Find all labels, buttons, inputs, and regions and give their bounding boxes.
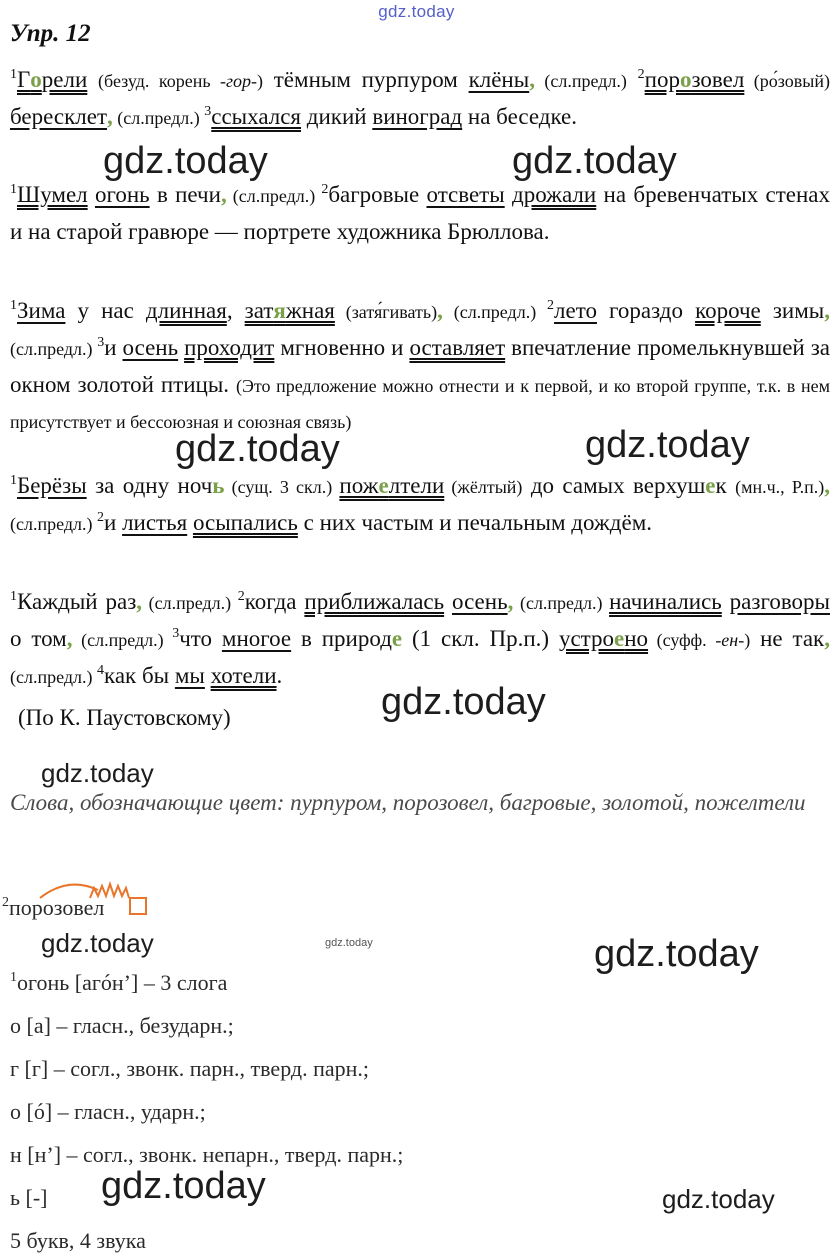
analysis-line-6: ь [-] [10, 1185, 48, 1210]
watermark: gdz.today [512, 140, 677, 182]
analysis-line-7: 5 букв, 4 звука [10, 1228, 146, 1253]
watermark: gdz.today [103, 140, 268, 182]
analysis-line-4: о [ó] – гласн., ударн.; [10, 1099, 206, 1124]
analysis-line-2: о [а] – гласн., безударн.; [10, 1013, 234, 1038]
watermark: gdz.today [662, 1184, 775, 1214]
predicate: порозовел [644, 67, 745, 92]
subject: клёны [468, 67, 530, 92]
paragraph-4: $^1$Берёзы за одну ночь (сущ. 3 скл.) пожелтели (жёлтый) до самых верхушек (мн.ч., Р.п.), (сл.предл.) $^2$и листья осыпались с них частым и печальным дождём. [10, 473, 830, 535]
watermark: gdz.today [175, 428, 340, 470]
top-watermark: gdz.today [378, 2, 455, 21]
watermark: gdz.today [101, 1165, 266, 1207]
watermark: gdz.today [594, 933, 759, 975]
paragraph-3: $^1$Зима у нас длинная, затяжная (затя́гивать), (сл.предл.) $^2$лето гораздо короче зимы, (сл.предл.) $^3$и осень проходит мгновенно и оставляет впечатление промелькнувшей за окном золотой птицы. (Это предложение можно отнести и к первой, и ко второй группе, т.к. в нем присутствует и бессоюзная и союзная связь) [10, 298, 831, 432]
predicate: Горели [17, 67, 88, 92]
analysis-line-5: н [н’] – согл., звонк. непарн., тверд. парн.; [10, 1142, 404, 1167]
watermark: gdz.today [585, 424, 750, 466]
color-words: Слова, обозначающие цвет: пурпуром, порозовел, багровые, золотой, пожелтели [10, 790, 806, 815]
paragraph-1: $^1$Горели (безуд. корень -гор-) тёмным пурпуром клёны, (сл.предл.) $^2$порозовел (ро́зовый) бересклет, (сл.предл.) $^3$ссыхался дикий виноград на беседке. [10, 67, 831, 129]
author: (По К. Паустовскому) [18, 705, 231, 730]
exercise-title: Упр. 12 [10, 20, 91, 47]
subject: бересклет [10, 104, 108, 129]
subject: виноград [372, 104, 463, 129]
watermark: gdz.today [41, 758, 154, 788]
watermark: gdz.today [325, 937, 373, 949]
analysis-line-3: г [г] – согл., звонк. парн., тверд. парн.; [10, 1056, 370, 1081]
predicate: ссыхался [211, 104, 302, 129]
watermark: gdz.today [41, 928, 154, 958]
scheme-word: $^2$порозовел [2, 895, 105, 920]
note: (Это предложение можно отнести и к первой, и ко второй группе, т.к. в нем присутствует и бессоюзная и союзная связь) [10, 376, 830, 432]
paragraph-5: $^1$Каждый раз, (сл.предл.) $^2$когда приближалась осень, (сл.предл.) начинались разговоры о том, (сл.предл.) $^3$что многое в природе (1 скл. Пр.п.) устроено (суфф. -ен-) не так, (сл.предл.) $^4$как бы мы хотели. [10, 589, 830, 688]
watermark: gdz.today [381, 681, 546, 723]
analysis-line-1: $^1$огонь [агóн’] – 3 слога [10, 970, 228, 995]
paragraph-2: $^1$Шумел огонь в печи, (сл.предл.) $^2$багровые отсветы дрожали на бревенчатых стенах и на старой гравюре — портрете художника Брюллова. [10, 182, 830, 244]
